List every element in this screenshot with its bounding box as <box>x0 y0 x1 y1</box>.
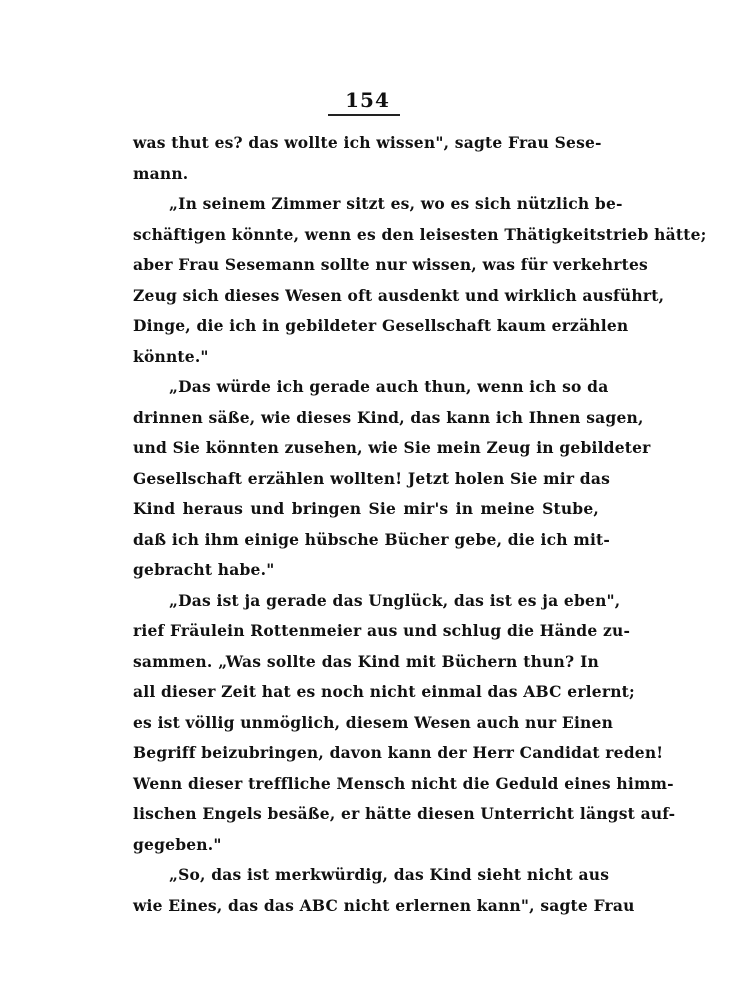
text-line: was thut es? das wollte ich wissen", sagte Frau Sese- <box>133 133 602 152</box>
text-line: Gesellschaft erzählen wollten! Jetzt holen Sie mir das <box>133 468 611 488</box>
text-line: gegeben." <box>133 834 222 854</box>
text-line: daß ich ihm einige hübsche Bücher gebe, die ich mit- <box>133 529 611 549</box>
text-line: „In seinem Zimmer sitzt es, wo es sich nützlich be- <box>169 194 623 213</box>
text-line: Kind heraus und bringen Sie mir's in meine Stube, <box>133 499 599 518</box>
text-line: rief Fräulein Rottenmeier aus und schlug die Hände zu- <box>133 621 631 640</box>
text-line: „So, das ist merkwürdig, das Kind sieht nicht aus <box>169 865 610 884</box>
text-line: lischen Engels besäße, er hätte diesen Unterricht längst auf- <box>133 804 676 823</box>
page-number: 154 <box>345 88 390 112</box>
text-line: „Das ist ja gerade das Unglück, das ist es ja eben", <box>169 590 621 610</box>
text-line: all dieser Zeit hat es noch nicht einmal das ABC erlernt; <box>133 682 635 701</box>
text-line: wie Eines, das das ABC nicht erlernen kann", sagte Frau <box>133 895 635 915</box>
text-line: Zeug sich dieses Wesen oft ausdenkt und wirklich ausführt, <box>133 285 665 305</box>
text-line: es ist völlig unmöglich, diesem Wesen auch nur Einen <box>133 712 614 732</box>
text-line: sammen. „Was sollte das Kind mit Büchern thun? In <box>133 651 599 671</box>
header-rule <box>328 114 400 116</box>
text-line: Wenn dieser treffliche Mensch nicht die Geduld eines himm- <box>133 773 674 793</box>
text-line: Begriff beizubringen, davon kann der Herr Candidat reden! <box>133 743 664 762</box>
body-text <box>133 128 707 921</box>
text-line: „Das würde ich gerade auch thun, wenn ich so da <box>169 377 609 396</box>
text-line: mann. <box>133 163 189 183</box>
text-line: drinnen säße, wie dieses Kind, das kann ich Ihnen sagen, <box>133 407 644 427</box>
text-line: gebracht habe." <box>133 560 275 579</box>
text-line: und Sie könnten zusehen, wie Sie mein Zeug in gebildeter <box>133 438 651 457</box>
text-line: könnte." <box>133 346 209 366</box>
text-line: aber Frau Sesemann sollte nur wissen, was für verkehrtes <box>133 255 648 274</box>
text-line: Dinge, die ich in gebildeter Gesellschaft kaum erzählen <box>133 316 629 335</box>
text-line: schäftigen könnte, wenn es den leisesten Thätigkeitstrieb hätte; <box>133 224 707 244</box>
